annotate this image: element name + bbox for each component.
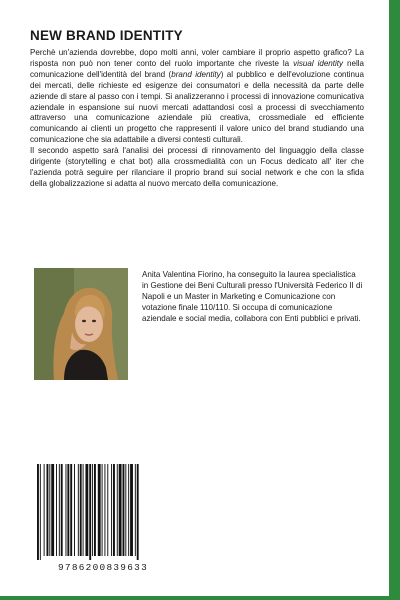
blurb-p1-part3: ) al pubblico e dell'evoluzione continua dei mercati, delle richieste ed esigenze dei consumatori e della necessità da parte delle aziende di stare al passo con i tempi. Si analizzeranno i processi di innovazione comunicativa aziendale in espansione sui nuovi mercati adattandosi così a processi di svecchiamento attraverso una comunicazione aziendale più creativa, crossmediale ed efficiente comunicando ai clienti un progetto che rappresenti il valore unico del brand studiando una comunicazione che sia adattabile a diversi contesti culturali.	[30, 69, 364, 145]
barcode-bar	[128, 464, 129, 556]
barcode-bar	[59, 464, 60, 556]
author-portrait-illustration	[34, 268, 128, 380]
blurb-p1-emphasis-brand-identity: brand identity	[171, 69, 221, 79]
barcode-bar	[85, 464, 88, 556]
blurb-p1-part1: Perchè un'azienda dovrebbe, dopo molti anni, voler cambiare il proprio aspetto grafico? La risposta non può non tener conto del ruolo importante che riveste la	[30, 48, 364, 68]
barcode-bar	[67, 464, 69, 556]
isbn-number: 9786200839633	[57, 562, 149, 572]
barcode-bar	[130, 464, 133, 556]
barcode-bar	[89, 464, 91, 560]
barcode-bar	[94, 464, 96, 556]
barcode-bar	[92, 464, 93, 556]
barcode-bar	[102, 464, 103, 556]
barcode-bar	[40, 464, 41, 560]
barcode-bars	[34, 464, 172, 560]
barcode-bar	[51, 464, 54, 556]
barcode-bar	[104, 464, 105, 556]
isbn-digits	[34, 560, 172, 572]
barcode-bar	[44, 464, 45, 556]
barcode-bar	[74, 464, 75, 556]
barcode-bar	[117, 464, 118, 556]
barcode-bar	[107, 464, 108, 556]
barcode-bar	[37, 464, 39, 560]
barcode-bar	[113, 464, 115, 556]
barcode-bar	[47, 464, 49, 556]
blurb-p1-part2: nella comunicazione dell'identità del brand (	[30, 58, 364, 79]
green-side-band	[389, 0, 400, 600]
barcode-bar	[98, 464, 101, 556]
barcode-bar	[83, 464, 84, 556]
barcode-bar	[66, 464, 67, 556]
author-photo	[34, 268, 128, 380]
barcode-bar	[61, 464, 63, 556]
barcode-bar	[123, 464, 125, 556]
barcode-bar	[135, 464, 136, 556]
green-bottom-band	[0, 596, 400, 600]
isbn-barcode	[34, 464, 172, 572]
barcode-bar	[78, 464, 79, 556]
barcode-bar	[111, 464, 112, 556]
blurb-p1-emphasis-visual-identity: visual identity	[293, 58, 344, 68]
book-title: NEW BRAND IDENTITY	[30, 28, 183, 43]
barcode-bar	[70, 464, 72, 556]
blurb-text	[30, 48, 364, 190]
barcode-bar	[49, 464, 50, 556]
blurb-paragraph-1	[30, 48, 364, 146]
barcode-bar	[56, 464, 57, 556]
barcode-bar	[119, 464, 122, 556]
barcode-bar	[80, 464, 82, 556]
barcode-bar	[125, 464, 126, 556]
author-bio: Anita Valentina Fiorino, ha conseguito la laurea specialistica in Gestione dei Beni Culturali presso l'Università Federico II di Napoli e un Master in Marketing e Comunicazione con votazione finale 110/110. Si occupa di comunicazione aziendale e social media, collabora con Enti pubblici e privati.	[142, 270, 363, 323]
barcode-bar	[137, 464, 139, 560]
blurb-paragraph-2: Il secondo aspetto sarà l'analisi dei processi di rinnovamento del linguaggio della classe dirigente (storytelling e chat bot) alla crossmedialità con un Focus dedicato all' iter che l'azienda potrà seguire per rilanciare il proprio brand sui social network e che con la sfida della globalizzazione si adatta al nuovo mercato della comunicazione.	[30, 146, 364, 188]
